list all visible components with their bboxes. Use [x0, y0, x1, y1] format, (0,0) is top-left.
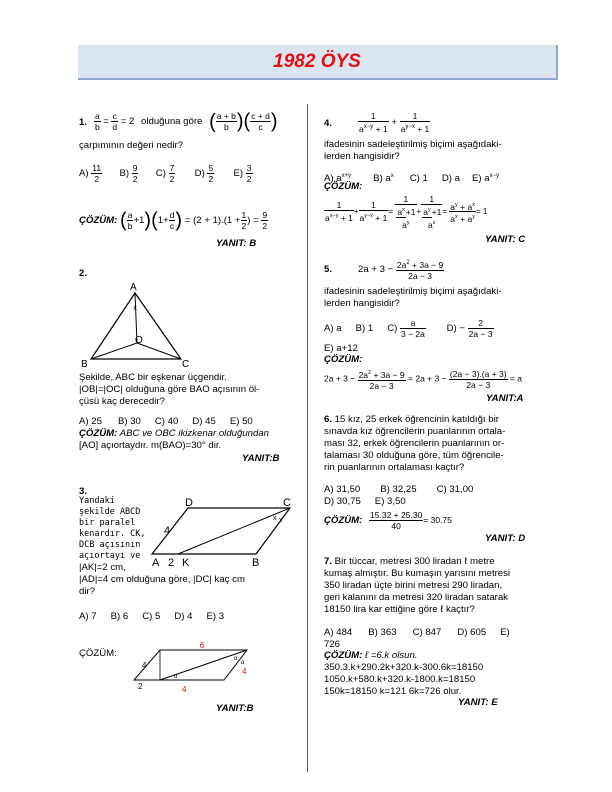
- svg-text:x: x: [279, 517, 283, 524]
- q7-line3: 350 liradan üçte birini metresi 290 liradan,: [324, 580, 503, 591]
- svg-text:2: 2: [168, 557, 175, 569]
- q7-line1: 7. Bir tüccar, metresi 300 liradan ℓ metre: [324, 556, 495, 567]
- q2-label-b: B: [81, 359, 88, 370]
- q4-line1: ifadesinin sadeleştirilmiş biçimi aşağıdaki-: [324, 139, 502, 150]
- q2-label-a: A: [130, 282, 137, 293]
- q5-options: A) a B) 1 C) $\frac{a}{3 - 2a}$ D) − $\frac{2}{2a - 3}$: [324, 318, 493, 339]
- q6-line3: ması 32, erkek öğrencilerin puanlarının or-: [324, 438, 505, 449]
- q5-line2: lerden hangisidir?: [324, 298, 400, 309]
- q3-label-k: K: [182, 557, 190, 569]
- q2-solution-1: ÇÖZÜM: ABC ve OBC ikizkenar olduğundan: [79, 428, 270, 439]
- svg-text:α: α: [174, 674, 178, 680]
- q6-line5: rin puanlarının ortalaması kaçtır?: [324, 462, 465, 473]
- q7-answer: YANIT: E: [458, 697, 498, 708]
- q4-expression: $\frac{1}{a^{x-y} + 1}$ + $\frac{1}{a^{y-x} + 1}$: [359, 111, 430, 134]
- q4-solution-label: ÇÖZÜM:: [324, 181, 363, 192]
- q2-options: A) 25 B) 30 C) 40 D) 45 E) 50: [79, 416, 253, 427]
- q3-label-c: C: [283, 497, 291, 509]
- q7-solution-2: 350.3.k+290.2k+320.k-300.6k=18150: [324, 662, 484, 673]
- q6-solution: ÇÖZÜM: $\frac{15.32 + 25.30}{40}$ = 30.75: [324, 510, 452, 531]
- q1-options: A) $\frac{11}{2}$ B) $\frac{9}{2}$ C) $\frac{7}{2}$ D) $\frac{5}{2}$ E) $\frac{3}{2}$: [79, 163, 252, 184]
- q2-triangle-figure: [78, 280, 198, 372]
- q4-number: 4.: [324, 118, 333, 129]
- q7-solution-4: 150k=18150 k=121 6k=726 olur.: [324, 686, 462, 697]
- q7-line4: geri kalanını da metresi 320 liradan satarak: [324, 592, 508, 603]
- q5-solution: 2a + 3 − $\frac{2a^2 + 3a - 9}{2a - 3}$ = 2a + 3 − $\frac{(2a - 3).(a + 3)}{2a - 3}$ = a: [324, 368, 523, 391]
- q4-options: A) $a^{x+y}$ B) $a^x$ C) 1 D) a E) $a^{x-y}$: [324, 173, 500, 185]
- svg-text:6: 6: [199, 642, 205, 650]
- q3-solution-figure: [130, 642, 260, 694]
- svg-text:4: 4: [182, 685, 187, 694]
- svg-text:α: α: [241, 660, 245, 666]
- svg-text:x: x: [273, 515, 277, 522]
- q3-line-ak: |AK|=2 cm,: [79, 562, 126, 573]
- q6-options-row1: A) 31,50 B) 32,25 C) 31,00: [324, 484, 474, 495]
- q7-solution-1: ÇÖZÜM: ℓ =6.k olsun.: [324, 650, 418, 661]
- q6-answer: YANIT: D: [485, 533, 526, 544]
- q4-answer: YANIT: C: [485, 234, 526, 245]
- q2-solution-2: [AO] açıortaydır. m(BAO)=30° dir.: [79, 440, 222, 451]
- q4-solution: $\frac{1}{a^{x-y} + 1}$ + $\frac{1}{a^{y-x} + 1}$ = 1 $a^x+1$ $a^y$ + 1 $a^y+1$ $a^x$ = $\frac{a^y + a^x}{a^x + a^y}$ = 1: [325, 194, 488, 230]
- svg-text:2: 2: [138, 682, 143, 691]
- q5-answer: YANIT:A: [486, 393, 524, 404]
- q7-options-row2: 726: [324, 639, 341, 650]
- svg-text:α: α: [234, 656, 238, 662]
- page-title: 1982 ÖYS: [273, 51, 361, 72]
- svg-text:x: x: [133, 305, 137, 312]
- column-divider: [307, 104, 308, 772]
- q7-line5: 18150 lira kar ettiğine göre ℓ kaçtır?: [324, 604, 475, 615]
- svg-text:4: 4: [164, 525, 171, 537]
- q3-label-a: A: [152, 557, 160, 569]
- q3-label-d: D: [185, 497, 193, 509]
- q5-line1: ifadesinin sadeleştirilmiş biçimi aşağıdaki-: [324, 286, 502, 297]
- q5-number: 5.: [324, 264, 333, 275]
- q2-number: 2.: [79, 268, 88, 279]
- q6-line1: 6. 15 kız, 25 erkek öğrencinin katıldığı bir: [324, 414, 499, 425]
- q1-answer: YANIT: B: [216, 238, 257, 249]
- q3-answer: YANIT:B: [216, 703, 254, 714]
- q4-line2: lerden hangisidir?: [324, 151, 400, 162]
- q3-options: A) 7 B) 6 C) 5 D) 4 E) 3: [79, 611, 225, 622]
- q3-label-b: B: [252, 557, 260, 569]
- q2-label-c: C: [182, 359, 190, 370]
- q5-option-e: E) a+12: [324, 343, 358, 354]
- q6-options-row2: D) 30,75 E) 3,50: [324, 496, 406, 507]
- q5-solution-label: ÇÖZÜM:: [324, 354, 363, 365]
- svg-text:4: 4: [142, 661, 147, 670]
- q7-solution-3: 1050.k+580.k+320.k-1800.k=18150: [324, 674, 476, 685]
- svg-text:4: 4: [242, 667, 247, 676]
- q2-label-o: O: [135, 335, 143, 346]
- q5-expression: 2a + 3 − $\frac{2a^2 + 3a - 9}{2a - 3}$: [358, 259, 444, 281]
- q1-question: çarpımının değeri nedir?: [79, 140, 183, 151]
- q2-line1: Şekilde, ABC bir eşkenar üçgendir.: [79, 372, 227, 383]
- q3-line-ad: |AD|=4 cm olduğuna göre, |DC| kaç cm: [79, 574, 245, 585]
- q7-line2: kumaş almıştır. Bu kumaşın yarısını metresi: [324, 568, 511, 579]
- q1-number: 1.: [79, 117, 88, 128]
- q1-solution: ÇÖZÜM: ( $\frac{a}{b}$ +1)(1+ $\frac{d}{c}$ ) = (2 + 1).(1 + $\frac{1}{2}$ ) = $\frac{9}{2}$: [79, 209, 268, 232]
- q1-condition: $\frac{a}{b}$ = $\frac{c}{d}$ = 2 olduğuna göre ( $\frac{a + b}{b}$ )( $\frac{c + d}{c}$ ): [95, 110, 278, 133]
- q6-line2: sınavda kız öğrencilerin puanlarının ortala-: [324, 426, 506, 437]
- q6-line4: talaması 30 olduğuna göre, tüm öğrencile-: [324, 450, 504, 461]
- q2-line2: |OB|=|OC| olduğuna göre BAO açısının öl-: [79, 384, 260, 395]
- q3-solution-label: ÇÖZÜM:: [79, 648, 117, 659]
- q3-line-dir: dir?: [79, 586, 95, 597]
- q2-answer: YANIT:B: [242, 453, 280, 464]
- q7-options-row1: A) 484 B) 363 C) 847 D) 605 E): [324, 627, 510, 638]
- q2-line3: çüsü kaç derecedir?: [79, 396, 165, 407]
- q3-parallelogram-figure: [148, 494, 298, 570]
- q3-number: 3.: [79, 486, 88, 497]
- q3-side-text: Yandaki şekilde ABCD bir paralel kenardır. CK, DCB açısının açıortayı ve: [79, 496, 146, 561]
